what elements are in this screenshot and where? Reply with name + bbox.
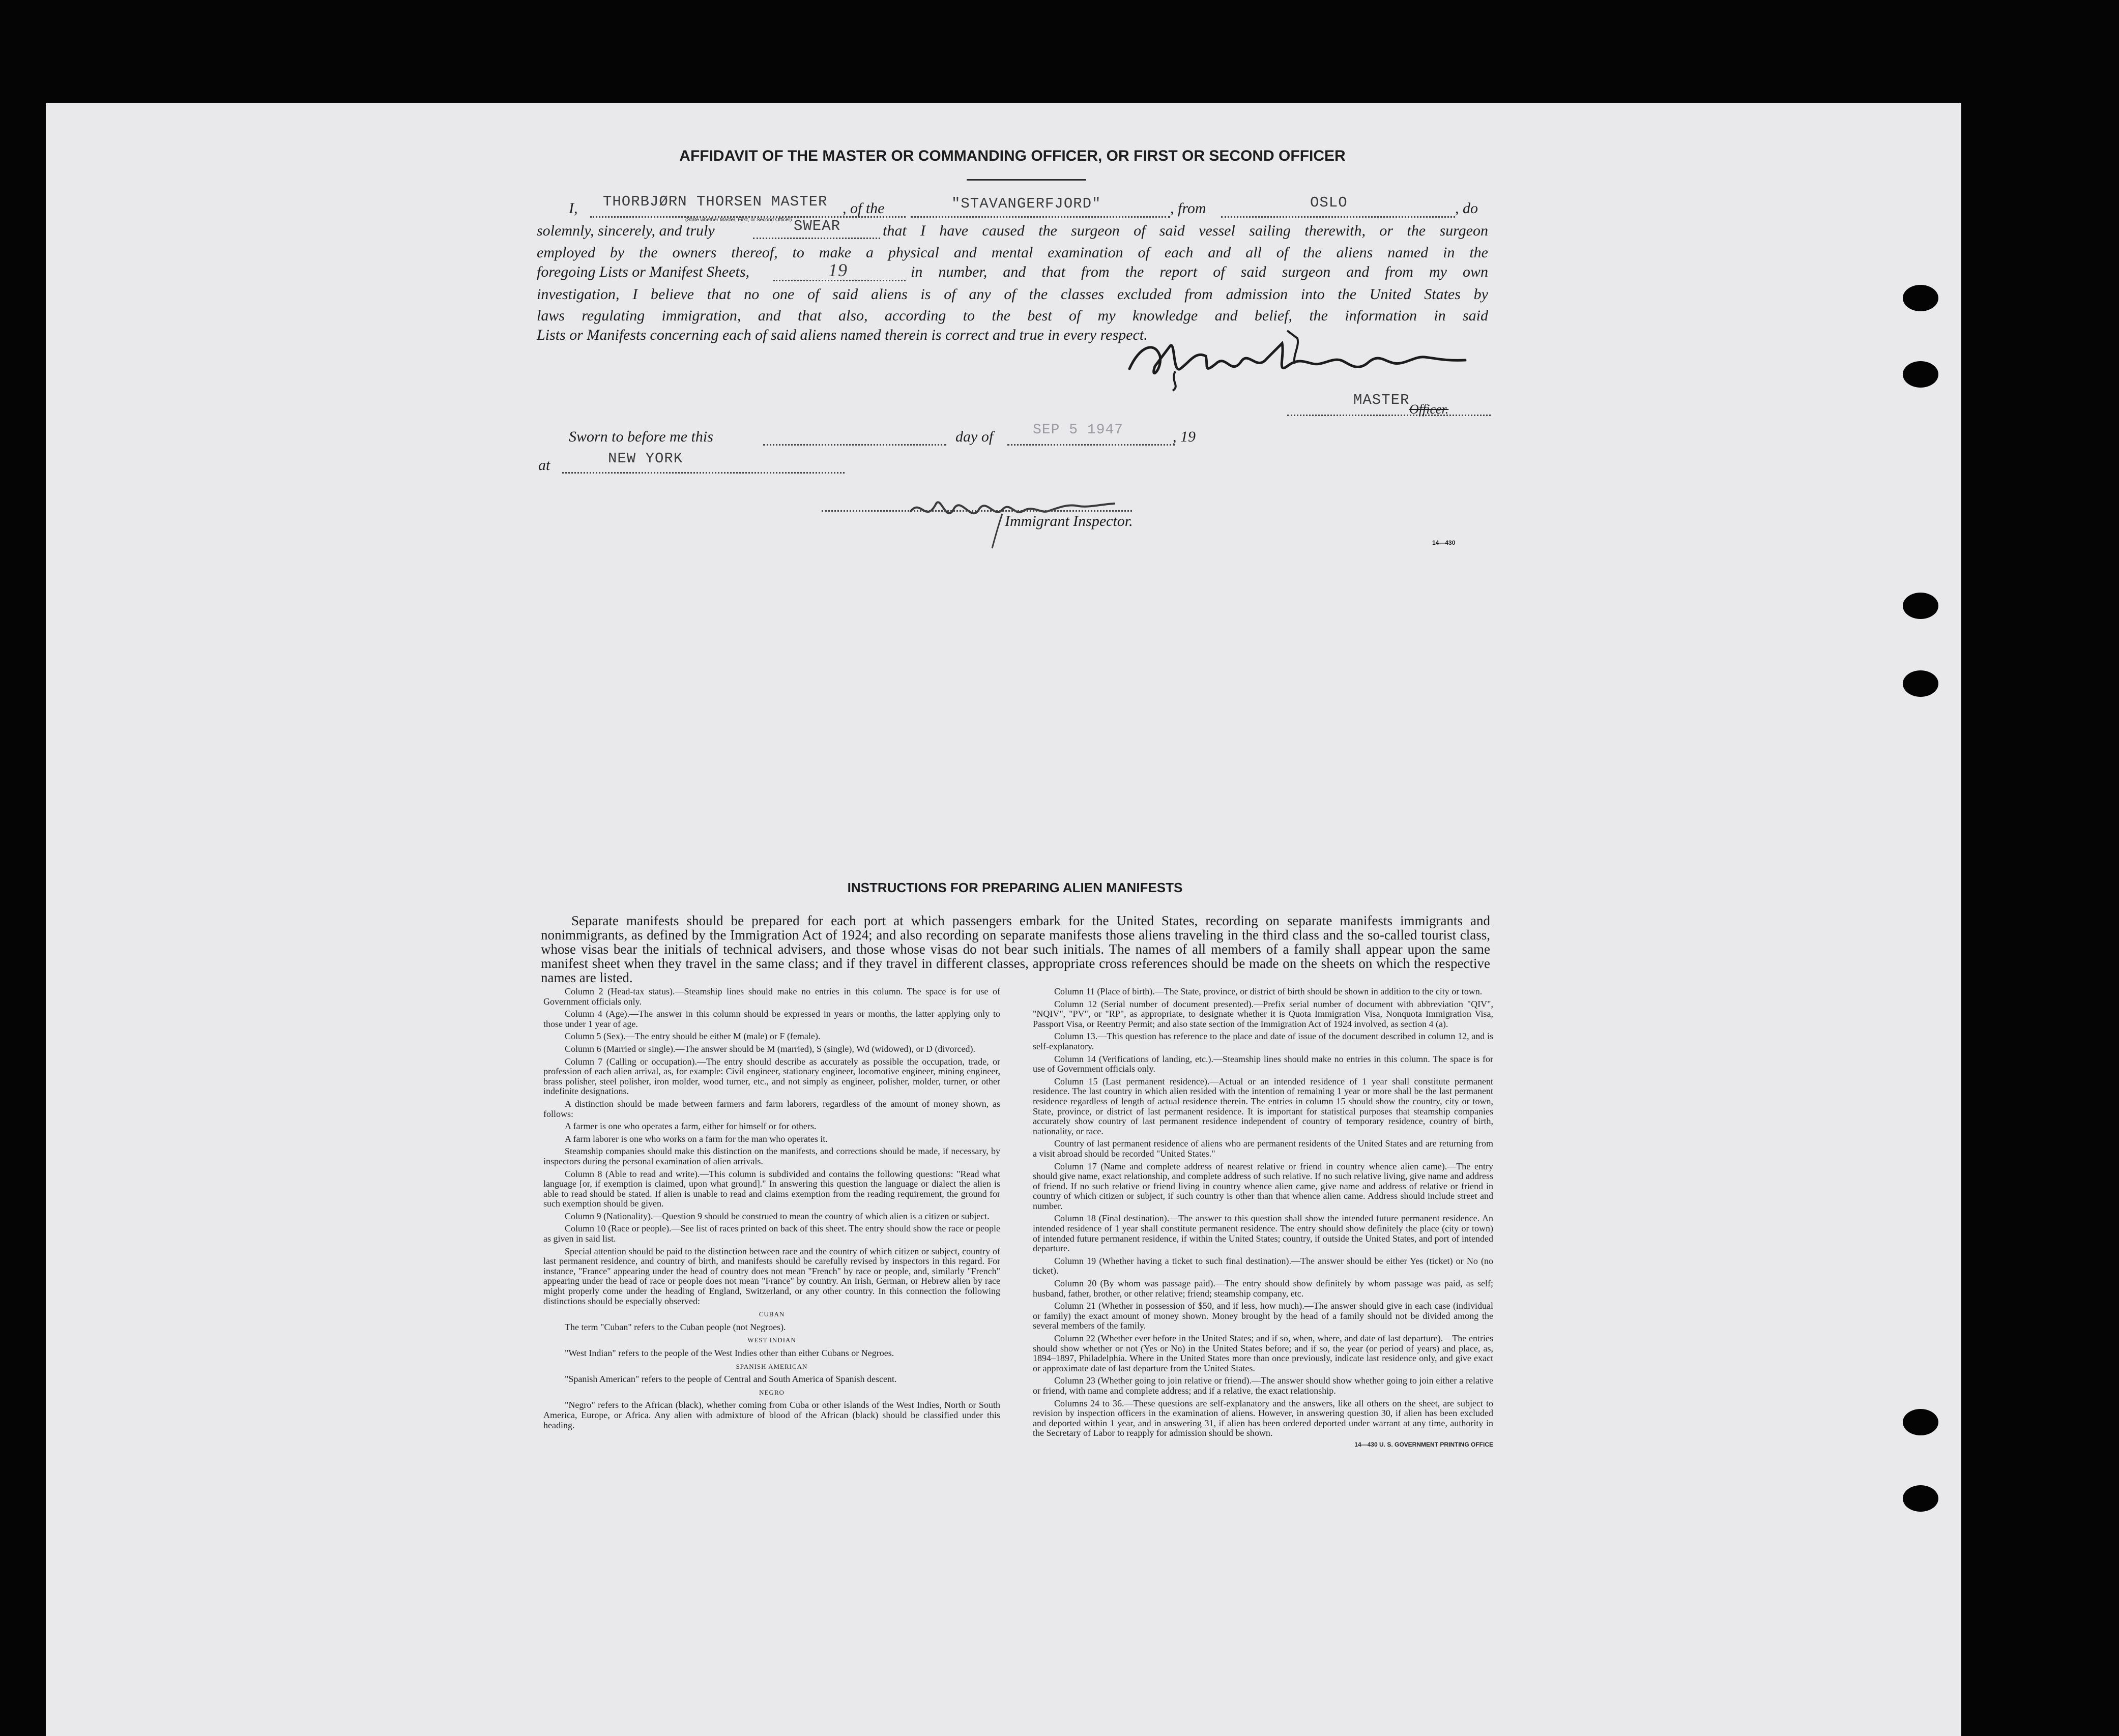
- instr-col19: Column 19 (Whether having a ticket to such final destination).—The answer should be either Yes (ticket) or No (no ticket).: [1033, 1255, 1493, 1276]
- port-name: OSLO: [1310, 194, 1348, 211]
- instr-spanish-american: "Spanish American" refers to the people of Central and South America of Spanish descent.: [565, 1374, 897, 1385]
- instr-col21: Column 21 (Whether in possession of $50, and if less, how much).—The answer should give in each case (individual or family) the exact amount of money shown. Money brought by the head of a family should not be divided among the several members of the family.: [1033, 1301, 1493, 1331]
- affidavit-i: I,: [569, 200, 578, 217]
- instr-col9: Column 9 (Nationality).—Question 9 should be construed to mean the country of which alien is a citizen or subject.: [565, 1211, 990, 1221]
- sworn-label: Sworn to before me this: [569, 428, 713, 445]
- instr-farm-laborer: A farm laborer is one who works on a farm for the man who operates it.: [565, 1133, 828, 1144]
- inspector-line: [822, 510, 1132, 512]
- instructions-right-column: [1033, 987, 1493, 1450]
- year-label: , 19: [1173, 428, 1196, 445]
- instr-col20: Column 20 (By whom was passage paid).—The entry should show definitely by whom passage was paid, as self; husband, father, brother, or other relative; friend; steamship company, etc.: [1033, 1278, 1493, 1299]
- officer-label: Officer.: [1409, 402, 1449, 417]
- instr-col2: Column 2 (Head-tax status).—Steamship lines should make no entries in this column. The space is for use of Government officials only.: [543, 986, 1000, 1007]
- sworn-place: NEW YORK: [608, 450, 683, 467]
- instr-col6: Column 6 (Married or single).—The answer should be M (married), S (single), Wd (widowed), or D (divorced).: [565, 1043, 975, 1054]
- do-label: , do: [1455, 200, 1478, 217]
- of-the-label: , of the: [843, 200, 885, 217]
- printing-office-footer: 14—430 U. S. GOVERNMENT PRINTING OFFICE: [1354, 1440, 1493, 1448]
- affidavit-line7: Lists or Manifests concerning each of said aliens named therein is correct and true in every respect.: [537, 327, 1148, 343]
- instructions-left-column: [543, 987, 1000, 1433]
- instr-col12: Column 12 (Serial number of document presented).—Prefix serial number of document with abbreviation "QIV", "NQIV", "PV", or "RP", as appropriate, to designate whether it is Quota Immigration Visa, Nonquota Immigration Visa, Passport Visa, or Reentry Permit; and also state section of the Immigration Act of 1924 involved, as section 4 (a).: [1033, 998, 1493, 1029]
- inspector-label: Immigrant Inspector.: [1005, 513, 1133, 529]
- instr-col7: Column 7 (Calling or occupation).—The entry should describe as accurately as possible the occupation, trade, or profession of each alien arrival, as, for example: Civil engineer, stationary engineer, locomotive engineer, mining engineer, brass polisher, steel polisher, iron molder, wood turner, etc., and not simply as engineer, polisher, molder, turner, or other indefinite designations.: [543, 1056, 1000, 1097]
- instr-col13: Column 13.—This question has reference to the place and date of issue of the document described in column 12, and is self-explanatory.: [1033, 1031, 1493, 1051]
- instr-residence: Country of last permanent residence of aliens who are permanent residents of the United States and are returning from a visit abroad should be recorded "United States.": [1033, 1138, 1493, 1159]
- instr-negro: "Negro" refers to the African (black), whether coming from Cuba or other islands of the West Indies, North or South America, Europe, or Africa. Any alien with admixture of blood of the African (black) should be classified under this heading.: [543, 1400, 1000, 1430]
- port-blank: [1221, 216, 1455, 218]
- signature-line: [1287, 415, 1491, 416]
- affidavit-line5: investigation, I believe that no one of said aliens is of any of the classes excluded from admission into the United States by: [537, 286, 1488, 303]
- instr-col22: Column 22 (Whether ever before in the United States; and if so, when, where, and date of last departure).—The entries should show whether or not (Yes or No) in the United States before; and if so, the year (or period of years) and place, as, 1894–1897, Philadelphia. Where in the United States more than once previously, indicate last residence only, and give exact or approximate date of last departure from the United States.: [1033, 1333, 1493, 1373]
- instr-col24-36: Columns 24 to 36.—These questions are self-explanatory and the answers, like all others on the sheet, are subject to revision by inspection officers in the examination of aliens. However, in answering question 30, if alien has been excluded and deported within 1 year, and in answering 31, if alien has been ordered deported under warrant at any time, authority in the Secretary of Labor to reapply for admission should be shown.: [1033, 1398, 1493, 1438]
- instr-col18: Column 18 (Final destination).—The answer to this question shall show the intended future permanent residence. An intended residence of 1 year shall constitute permanent residence. The entry should show definitely the place (city or town) of intended future permanent residence, if within the United States; country, if outside the United States, and port of intended departure.: [1033, 1213, 1493, 1254]
- instr-west-indian: "West Indian" refers to the people of the West Indies other than either Cubans or Negroes.: [565, 1348, 894, 1358]
- heading-west-indian: WEST INDIAN: [747, 1336, 796, 1344]
- affidavit-line6: laws regulating immigration, and that also, according to the best of my knowledge and belief, the information in said: [537, 307, 1488, 324]
- line4-end: in number, and that from the report of said surgeon and from my own: [911, 263, 1488, 280]
- vessel-name: "STAVANGERFJORD": [951, 195, 1101, 212]
- officer-rank: MASTER: [771, 193, 828, 210]
- oath-word: SWEAR: [794, 218, 841, 234]
- instr-col14: Column 14 (Verifications of landing, etc.).—Steamship lines should make no entries in this column. The space is for use of Government officials only.: [1033, 1053, 1493, 1074]
- date-stamp: SEP 5 1947: [1033, 422, 1124, 438]
- instr-farmers: A distinction should be made between farmers and farm laborers, regardless of the amount of money shown, as follows:: [543, 1098, 1000, 1119]
- rank-note: (State whether Master, First, or Second Officer): [685, 217, 792, 223]
- day-of-label: day of: [955, 428, 994, 445]
- instr-col5: Column 5 (Sex).—The entry should be either M (male) or F (female).: [565, 1031, 821, 1042]
- heading-spanish-american: SPANISH AMERICAN: [736, 1362, 808, 1370]
- line4-start: foregoing Lists or Manifest Sheets,: [537, 263, 750, 280]
- instructions-intro: Separate manifests should be prepared for each port at which passengers embark for the United States, recording on separate manifests immigrants and nonimmigrants, as defined by the Immigration Act of 1924; and also recording on separate manifests those aliens traveling in the third class and the so-called tourist class, whose visas bear the initials of technical advisers, and those whose visas do not bear such initials. The names of all members of a family shall appear upon the same manifest sheet when they travel in the same class; and if they travel in different classes, appropriate cross references should be made on the sheets on which the respective names are listed.: [541, 913, 1490, 985]
- title-rule: [967, 179, 1086, 181]
- instr-col4: Column 4 (Age).—The answer in this column should be expressed in years or months, the latter applying only to those under 1 year of age.: [543, 1009, 1000, 1029]
- instr-col23: Column 23 (Whether going to join relative or friend).—The answer should show whether going to join either a relative or friend, with name and complete address; and if a relative, the exact relationship.: [1033, 1375, 1493, 1396]
- form-number: 14—430: [1432, 539, 1456, 546]
- from-label: , from: [1170, 200, 1206, 217]
- signed-rank: MASTER: [1353, 392, 1410, 408]
- instr-col15: Column 15 (Last permanent residence).—Actual or an intended residence of 1 year shall constitute permanent residence. The last country in which alien resided with the intention of remaining 1 year or more shall be the last permanent residence regardless of length of actual residence therein. The entries in column 15 should show the country, city or town, State, province, or district of last permanent residence. It is important for statistical purposes that steamship companies accurately show country of last permanent residence independent of country of temporary residence, country of birth, nationality, or race.: [1033, 1076, 1493, 1136]
- instr-col11: Column 11 (Place of birth).—The State, province, or district of birth should be shown in addition to the city or town.: [1054, 986, 1483, 996]
- place-blank: [562, 472, 845, 474]
- instr-steamship: Steamship companies should make this distinction on the manifests, and corrections should be made, if necessary, by inspectors during the personal examination of alien arrivals.: [543, 1146, 1000, 1166]
- month-blank: [1007, 444, 1175, 446]
- instr-col17: Column 17 (Name and complete address of nearest relative or friend in country whence alien came).—The entry should give name, exact relationship, and complete address of such relative. If no such relative living, give name and address of friend. If no such relative or friend living in country whence alien came, give name and address of relative or friend in country of which citizen or subject, if such country is other than that whence alien came. Address should include street and number.: [1033, 1161, 1493, 1211]
- instr-special: Special attention should be paid to the distinction between race and the country of which citizen or subject, country of last permanent residence, and country of birth, and manifests should be carefully revised by inspectors in this regard. For instance, "France" appearing under the head of country does not mean "French" by race or people, and, similarly "French" appearing under the head of race or people does not mean "France" by country. An Irish, German, or Hebrew alien by race might properly come under the heading of England, Switzerland, or any other country. In this connection the following distinctions should be especially observed:: [543, 1246, 1000, 1306]
- instr-cuban: The term "Cuban" refers to the Cuban people (not Negroes).: [565, 1321, 786, 1332]
- oath-blank: [753, 238, 880, 239]
- at-label: at: [538, 457, 550, 474]
- line2-start: solemnly, sincerely, and truly: [537, 222, 715, 239]
- officer-name: THORBJØRN THORSEN: [603, 193, 762, 210]
- instr-col10: Column 10 (Race or people).—See list of races printed on back of this sheet. The entry should show the race or people as given in said list.: [543, 1223, 1000, 1244]
- affidavit-line3: employed by the owners thereof, to make a physical and mental examination of each and all of the aliens named in the: [537, 244, 1488, 261]
- instr-col8: Column 8 (Able to read and write).—This column is subdivided and contains the following questions: "Read what language [or, if exemption is claimed, upon what ground]." In answering this question the language or dialect the alien is able to read should be stated. If alien is unable to read and claims exemption from the reading requirement, the ground for such exemption should be given.: [543, 1168, 1000, 1209]
- heading-cuban: CUBAN: [759, 1310, 785, 1318]
- sheets-count: 19: [828, 260, 848, 280]
- line2-end: that I have caused the surgeon of said vessel sailing therewith, or the surgeon: [883, 222, 1488, 239]
- heading-negro: NEGRO: [759, 1388, 785, 1396]
- day-blank: [763, 444, 946, 446]
- vessel-blank: [911, 216, 1170, 218]
- master-signature: [1119, 326, 1475, 392]
- instructions-title: INSTRUCTIONS FOR PREPARING ALIEN MANIFESTS: [847, 880, 1183, 895]
- affidavit-title: AFFIDAVIT OF THE MASTER OR COMMANDING OFFICER, OR FIRST OR SECOND OFFICER: [679, 148, 1346, 164]
- instr-farmer: A farmer is one who operates a farm, either for himself or for others.: [565, 1121, 817, 1132]
